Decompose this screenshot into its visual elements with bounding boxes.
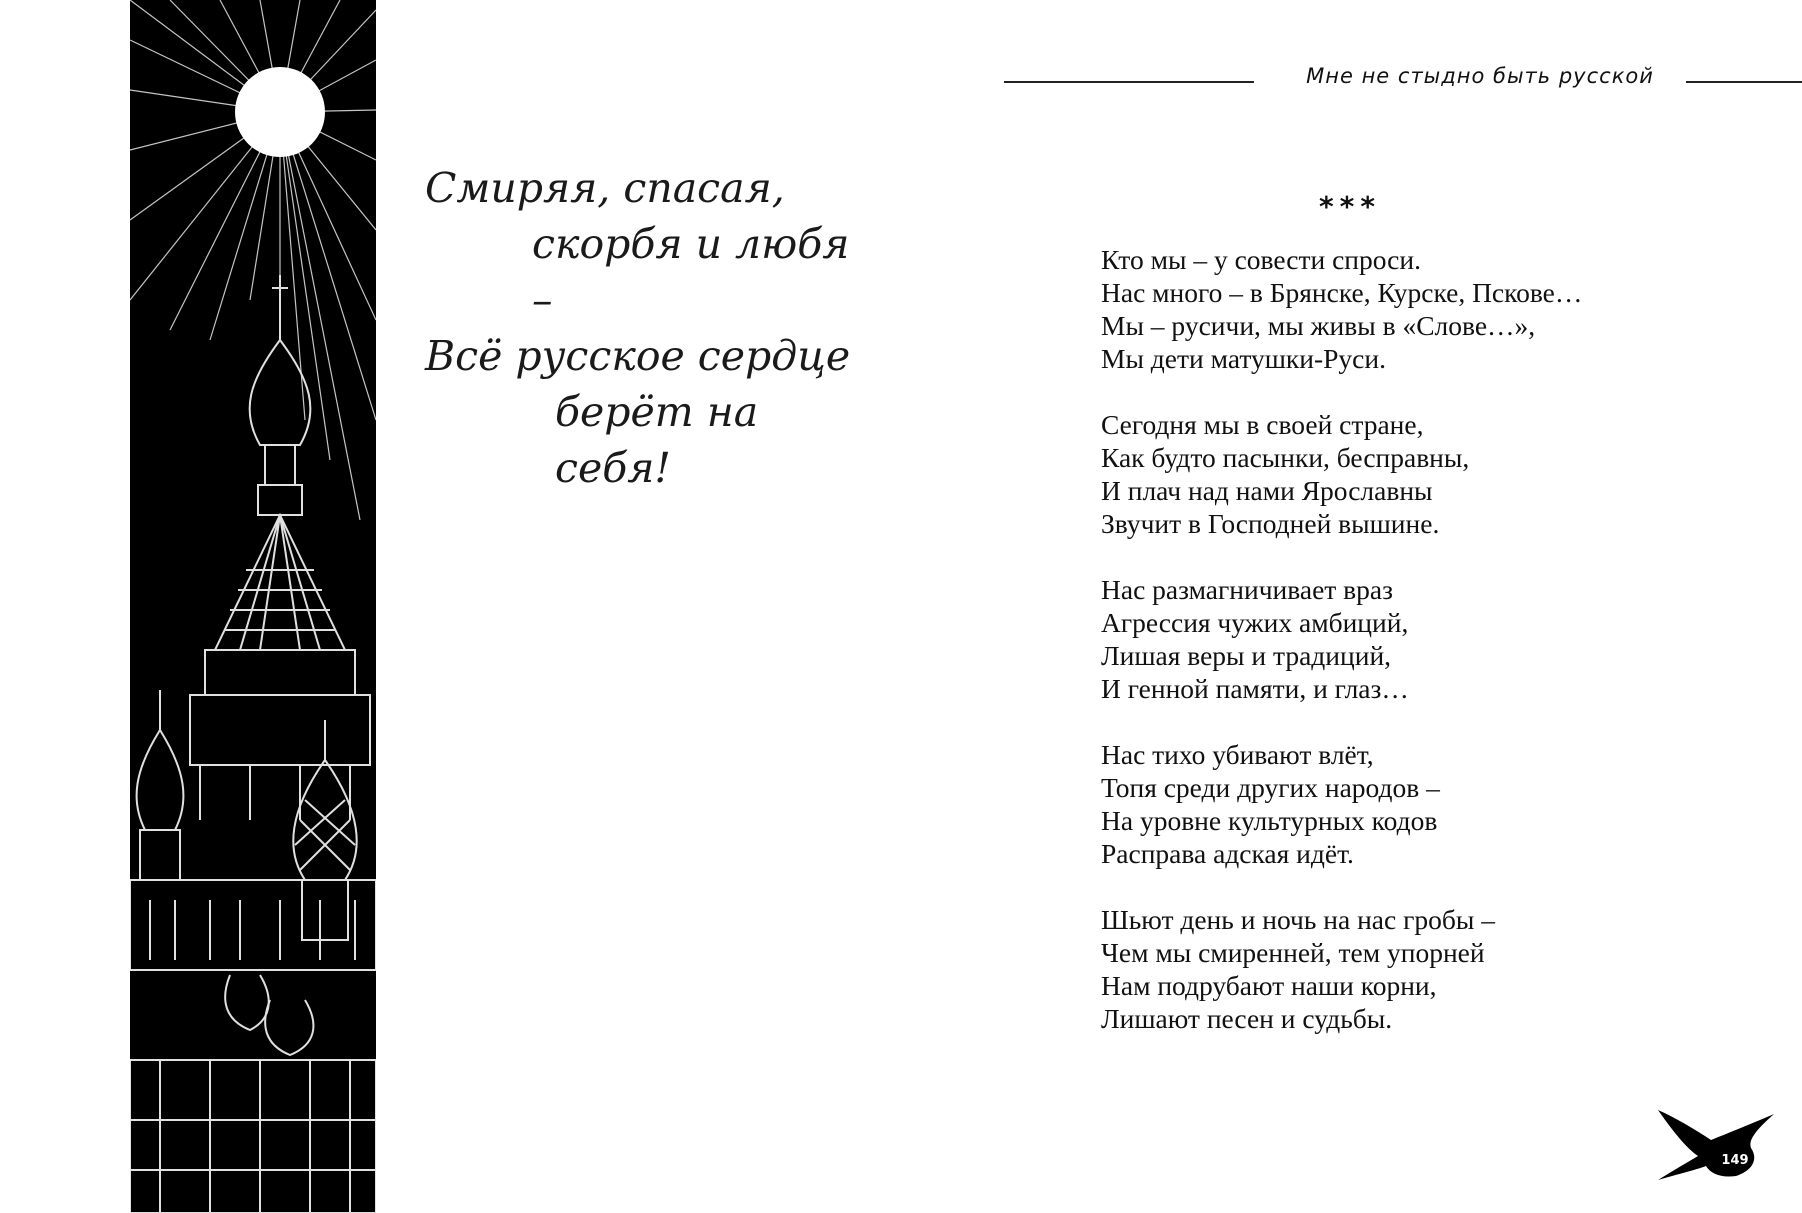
poem-line: На уровне культурных кодов [1101, 805, 1438, 836]
poem-line: Сегодня мы в своей стране, [1101, 409, 1424, 440]
epigraph [425, 160, 865, 496]
poem-line: И плач над нами Ярославны [1101, 475, 1433, 506]
poem-line: Звучит в Господней вышине. [1101, 508, 1440, 539]
stanza [1101, 738, 1741, 870]
poem-line: Мы дети матушки-Руси. [1101, 343, 1386, 374]
poem-separator: *** [1319, 190, 1381, 223]
poem-line: И генной памяти, и глаз… [1101, 673, 1409, 704]
poem-line: Нас много – в Брянске, Курске, Пскове… [1101, 277, 1583, 308]
header-rule-right [1686, 81, 1802, 83]
epigraph-line: Смиряя, спасая, [425, 164, 785, 212]
running-header-title: Мне не стыдно быть русской [1306, 64, 1654, 88]
running-header [1004, 62, 1802, 102]
page-number: 149 [1721, 1153, 1749, 1168]
poem-line: Чем мы смиренней, тем упорней [1101, 937, 1485, 968]
cathedral-illustration [130, 0, 376, 1213]
poem-line: Нам подрубают наши корни, [1101, 970, 1437, 1001]
header-rule-left [1004, 81, 1254, 83]
poem-line: Топя среди других народов – [1101, 772, 1440, 803]
stanza [1101, 573, 1741, 705]
swallow-icon [1656, 1108, 1776, 1180]
poem-line: Мы – русичи, мы живы в «Слове…», [1101, 310, 1536, 341]
poem-line: Нас тихо убивают влёт, [1101, 739, 1374, 770]
poem-body [1101, 243, 1741, 1068]
page-marker [1656, 1108, 1776, 1180]
poem-line: Как будто пасынки, бесправны, [1101, 442, 1470, 473]
epigraph-line: скорбя и любя – [532, 220, 850, 324]
poem-line: Лишают песен и судьбы. [1101, 1003, 1393, 1034]
poem-line: Кто мы – у совести спроси. [1101, 244, 1421, 275]
cathedral-sun-icon [130, 0, 376, 1213]
poem-line: Агрессия чужих амбиций, [1101, 607, 1409, 638]
poem-line: Нас размагничивает враз [1101, 574, 1393, 605]
stanza [1101, 408, 1741, 540]
epigraph-line: Всё русское сердце [425, 332, 851, 380]
epigraph-line: берёт на себя! [555, 388, 759, 492]
stanza [1101, 243, 1741, 375]
poem-line: Лишая веры и традиций, [1101, 640, 1392, 671]
poem-line: Расправа адская идёт. [1101, 838, 1354, 869]
stanza [1101, 903, 1741, 1035]
poem-line: Шьют день и ночь на нас гробы – [1101, 904, 1495, 935]
